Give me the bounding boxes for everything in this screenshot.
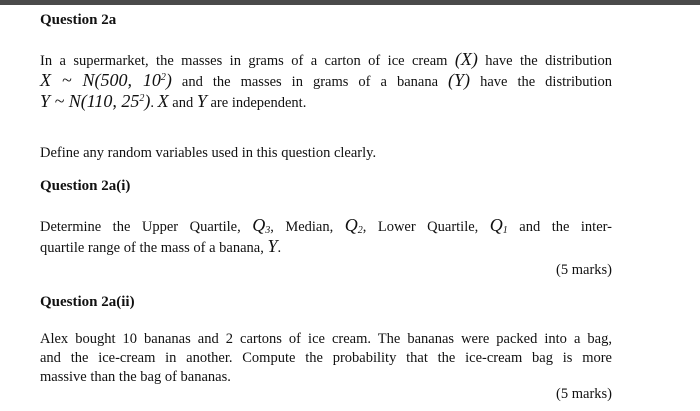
question-2a-i-text (40, 216, 612, 258)
question-2a-text (40, 50, 612, 113)
q2ai-line-1: Determine the Upper Quartile, $Q_3$, Median, $Q_2$, Lower Quartile, $Q_1$ and the inter- (40, 215, 613, 236)
marks-2a-i: (5 marks) (556, 262, 612, 278)
marks-2a-ii: (5 marks) (556, 386, 612, 402)
question-2a-heading: Question 2a (40, 12, 117, 28)
q2aii-line-2: and the ice-cream in another. Compute the probability that the ice-cream bag is more (40, 350, 612, 366)
q2ai-line-2: quartile range of the mass of a banana, Y. (40, 236, 282, 256)
top-border (0, 0, 700, 5)
q2a-line-1: In a supermarket, the masses in grams of a carton of ice cream (X) have the distribution (40, 49, 613, 69)
q2a-line-2: X ~ N(500, $10^2$) and the masses in grams of a banana (Y) have the distribution (40, 70, 613, 90)
q2aii-line-1: Alex bought 10 bananas and 2 cartons of ice cream. The bananas were packed into a bag, (40, 331, 612, 347)
question-2a-ii-heading: Question 2a(ii) (40, 294, 135, 310)
question-2a-ii-text (40, 330, 612, 387)
question-2a-i-heading: Question 2a(i) (40, 178, 131, 194)
define-instruction: Define any random variables used in this question clearly. (40, 145, 377, 161)
q2a-line-3: Y ~ N(110, $25^2$). X and Y are independent. (40, 91, 307, 111)
q2aii-line-3: massive than the bag of bananas. (40, 369, 231, 385)
